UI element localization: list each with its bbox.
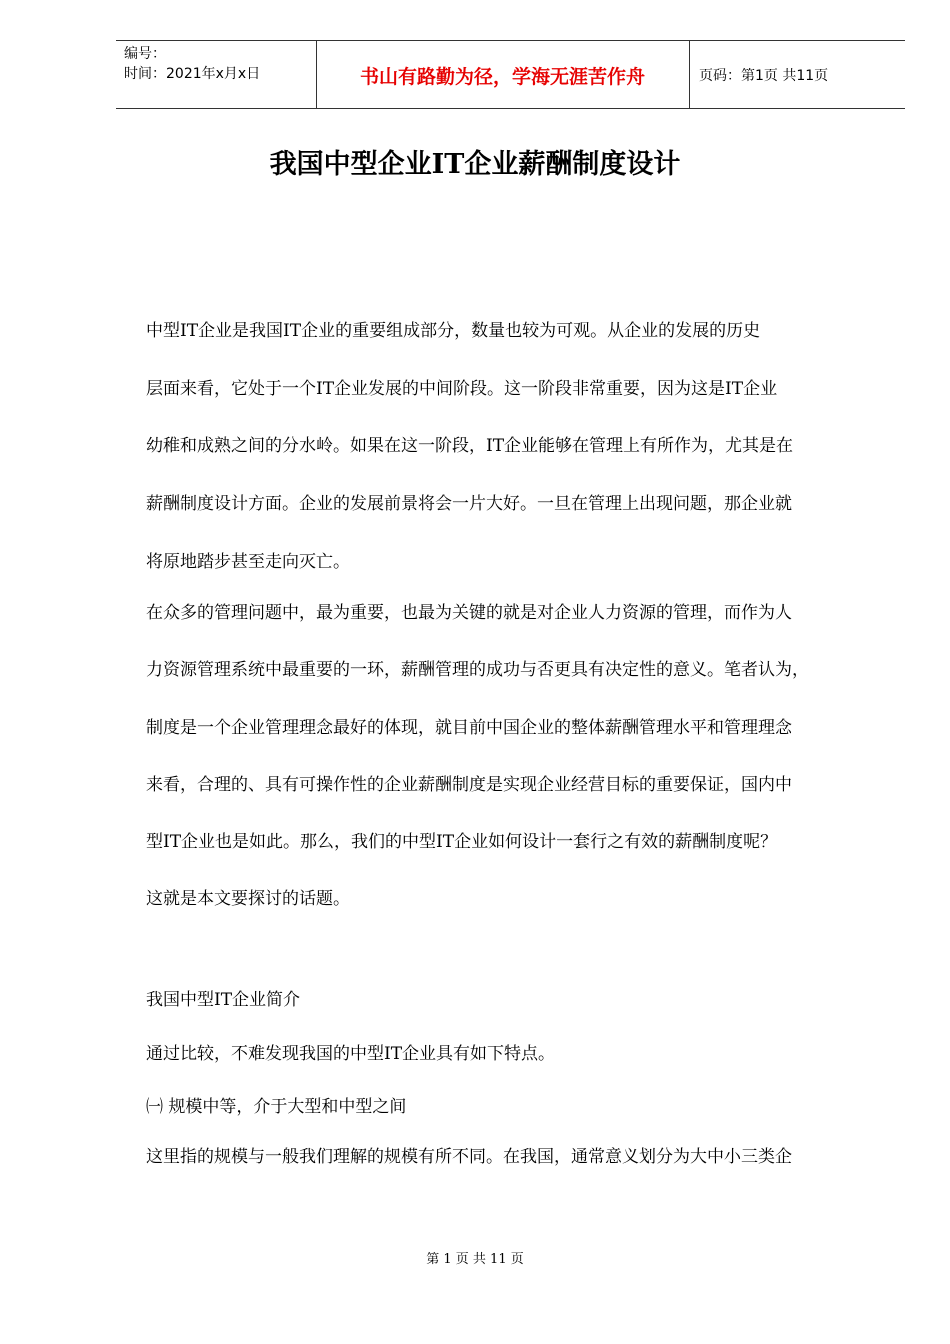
paragraph-line: 这里指的规模与一般我们理解的规模有所不同。在我国，通常意义划分为大中小三类企 [146,1147,792,1167]
paragraph-line: 通过比较，不难发现我国的中型IT企业具有如下特点。 [146,1044,556,1064]
paragraph-line: 将原地踏步甚至走向灭亡。 [146,552,350,572]
paragraph-line: 薪酬制度设计方面。企业的发展前景将会一片大好。一旦在管理上出现问题，那企业就 [146,494,792,514]
header-page-info: 页码：第1页 共11页 [699,68,829,84]
subsection-heading: ㈠ 规模中等，介于大型和中型之间 [146,1097,407,1117]
paragraph-line: 来看，合理的、具有可操作性的企业薪酬制度是实现企业经营目标的重要保证，国内中 [146,775,792,795]
paragraph-line: 中型IT企业是我国IT企业的重要组成部分，数量也较为可观。从企业的发展的历史 [146,321,761,341]
paragraph-line: 这就是本文要探讨的话题。 [146,889,350,909]
page-header [116,40,905,109]
paragraph-line: 型IT企业也是如此。那么，我们的中型IT企业如何设计一套行之有效的薪酬制度呢？ [146,832,778,852]
page-footer: 第 1 页 共 11 页 [426,1252,524,1267]
paragraph-line: 力资源管理系统中最重要的一环，薪酬管理的成功与否更具有决定性的意义。笔者认为， [146,660,809,680]
header-motto: 书山有路勤为径，学海无涯苦作舟 [316,41,690,108]
paragraph-line: 幼稚和成熟之间的分水岭。如果在这一阶段，IT企业能够在管理上有所作为，尤其是在 [146,436,794,456]
document-number-label: 编号： [124,46,166,62]
document-title: 我国中型企业IT企业薪酬制度设计 [269,149,681,180]
section-heading: 我国中型IT企业简介 [146,990,301,1010]
header-meta-cell [116,41,317,108]
paragraph-line: 在众多的管理问题中，最为重要，也最为关键的就是对企业人力资源的管理，而作为人 [146,603,792,623]
document-time-label: 时间：2021年x月x日 [124,66,261,82]
paragraph-line: 制度是一个企业管理理念最好的体现，就目前中国企业的整体薪酬管理水平和管理理念 [146,718,792,738]
paragraph-line: 层面来看，它处于一个IT企业发展的中间阶段。这一阶段非常重要，因为这是IT企业 [146,379,778,399]
